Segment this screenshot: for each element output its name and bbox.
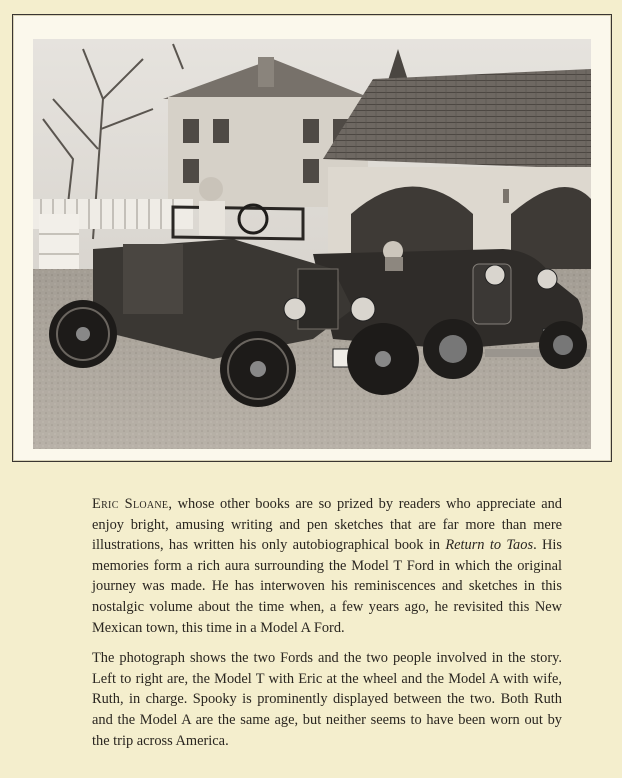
- caption: [92, 494, 562, 761]
- book-title: Return to Taos: [445, 537, 534, 554]
- photograph: [33, 39, 591, 449]
- caption-text-b: . His memories form a rich aura surrounding the Model T Ford in which the original journey was made. He has interwoven his reminiscences and sketches in this nostalgic volume about the time when, a few years ago, he revisited this New Mexican town, this time in a Model A Ford.: [92, 537, 562, 636]
- caption-text-a: , whose other books are so prized by readers who appreciate and enjoy bright, amusing writing and pen sketches that are far more than mere illustrations, has written his only autobiographical book in: [92, 496, 562, 554]
- photo-frame: [12, 14, 612, 462]
- author-name: Eric Sloane: [92, 496, 169, 512]
- caption-paragraph-1: [92, 494, 562, 638]
- caption-paragraph-2: The photograph shows the two Fords and the two people involved in the story. Left to right are, the Model T with Eric at the wheel and the Model A with wife, Ruth, in charge. Spooky is prominently displayed between the two. Both Ruth and the Model A are the same age, but neither seems to have been worn out by the trip across America.: [92, 650, 562, 749]
- vintage-cars-photograph: [33, 39, 591, 449]
